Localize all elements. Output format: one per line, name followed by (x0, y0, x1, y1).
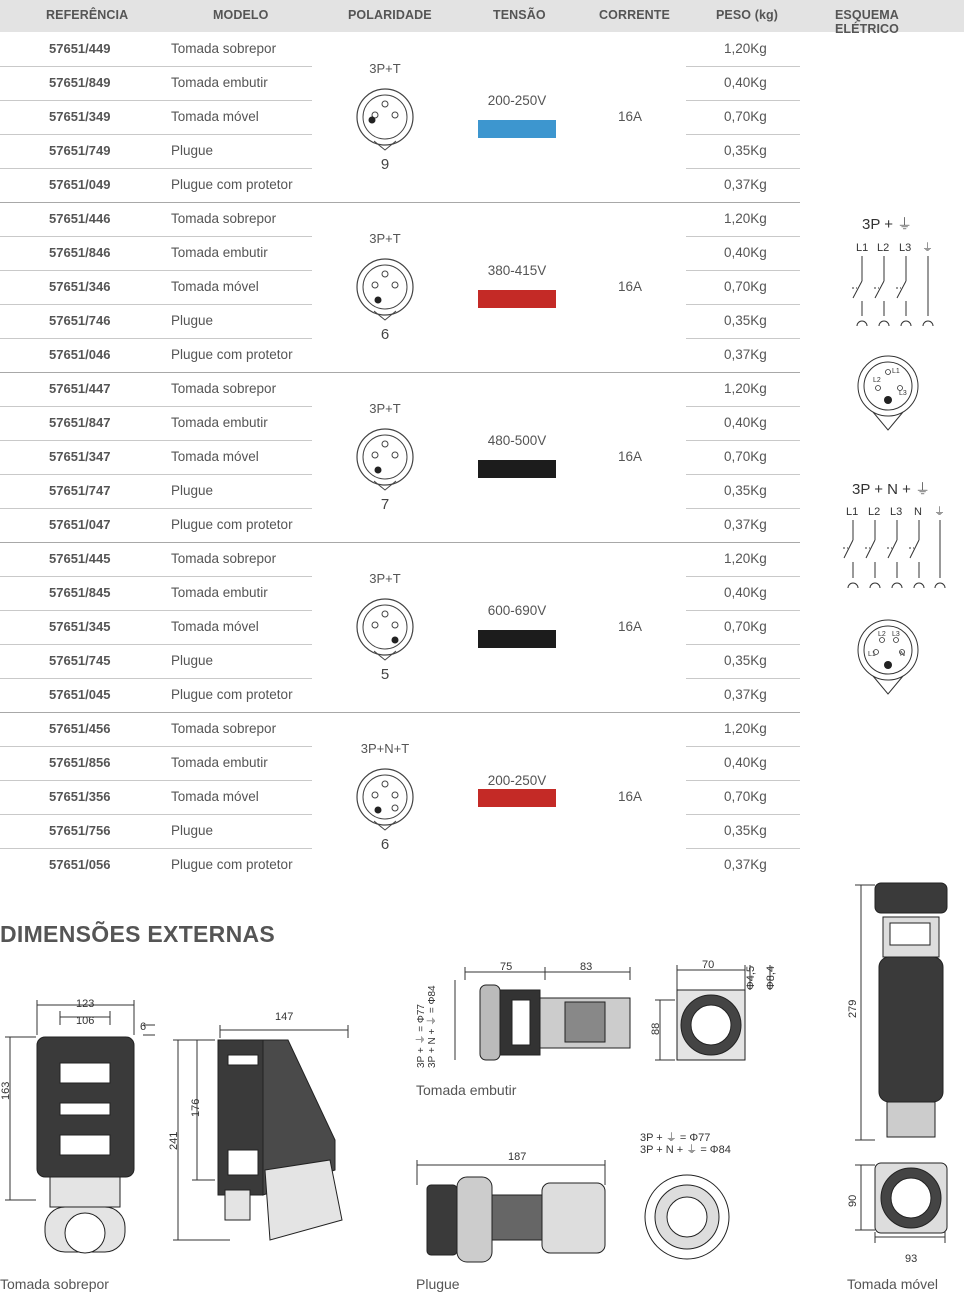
voltage-label: 200-250V (487, 773, 547, 788)
row-reference: 57651/346 (49, 279, 111, 294)
row-divider (0, 814, 312, 815)
row-weight: 0,70Kg (724, 109, 767, 124)
row-reference: 57651/846 (49, 245, 111, 260)
row-weight: 0,37Kg (724, 177, 767, 192)
row-model: Plugue (171, 313, 214, 328)
row-divider (686, 338, 800, 339)
row-divider (686, 610, 800, 611)
header-tensao: TENSÃO (493, 8, 546, 22)
row-divider (686, 746, 800, 747)
header-modelo: MODELO (213, 8, 269, 22)
polarity-label: 3P+N+T (360, 741, 410, 756)
schematic-2-pin-n: N (900, 651, 906, 658)
row-divider (0, 746, 312, 747)
group-divider (0, 372, 800, 373)
dim-plugue-diameter-1: 3P + ⏚ = Φ77 (640, 1132, 711, 1144)
current-label: 16A (617, 449, 643, 464)
schematic-2-label-l1: L1 (846, 506, 859, 518)
row-reference: 57651/345 (49, 619, 111, 634)
row-reference: 57651/347 (49, 449, 111, 464)
voltage-color-bar (478, 290, 556, 308)
row-divider (0, 474, 312, 475)
header-esquema: ESQUEMA ELÉTRICO (835, 8, 899, 36)
row-reference: 57651/447 (49, 381, 111, 396)
dim-sobrepor-height: 163 (0, 1081, 12, 1100)
row-reference: 57651/049 (49, 177, 111, 192)
row-reference: 57651/449 (49, 41, 111, 56)
schematic-2-pin-l1: L1 (868, 651, 876, 658)
current-label: 16A (617, 789, 643, 804)
schematic-2-label-n: N (914, 506, 922, 518)
schematic-1-label-ground: ⏚ (922, 242, 933, 254)
row-divider (686, 406, 800, 407)
row-reference: 57651/746 (49, 313, 111, 328)
row-divider (0, 508, 312, 509)
dim-sobrepor-depth: 6 (140, 1021, 147, 1033)
dim-movel-height-2: 90 (847, 1194, 859, 1207)
schematic-2-pin-l3: L3 (892, 631, 900, 638)
row-divider (686, 236, 800, 237)
row-divider (686, 474, 800, 475)
row-model: Tomada móvel (171, 789, 259, 804)
row-divider (686, 270, 800, 271)
row-divider (0, 440, 312, 441)
row-divider (686, 678, 800, 679)
group-divider (0, 542, 800, 543)
polarity-socket-icon (350, 252, 420, 322)
row-model: Plugue com protetor (171, 517, 293, 532)
row-model: Tomada móvel (171, 449, 259, 464)
dim-plugue-diameter-2: 3P + N + ⏚ = Φ84 (640, 1144, 731, 1156)
dim-movel-width: 93 (905, 1253, 918, 1265)
row-divider (0, 270, 312, 271)
row-divider (0, 644, 312, 645)
dim-sobrepor-side-width: 147 (275, 1011, 294, 1023)
polarity-label: 3P+T (369, 231, 401, 246)
row-divider (686, 644, 800, 645)
row-reference: 57651/847 (49, 415, 111, 430)
row-model: Tomada sobrepor (171, 41, 277, 56)
row-divider (0, 338, 312, 339)
row-divider (686, 508, 800, 509)
row-weight: 0,40Kg (724, 585, 767, 600)
group-divider (0, 712, 800, 713)
header-referencia: REFERÊNCIA (46, 8, 129, 22)
voltage-color-bar (478, 460, 556, 478)
voltage-label: 480-500V (487, 433, 547, 448)
current-label: 16A (617, 279, 643, 294)
voltage-label: 600-690V (487, 603, 547, 618)
polarity-label: 3P+T (369, 571, 401, 586)
row-model: Plugue (171, 483, 214, 498)
caption-sobrepor: Tomada sobrepor (0, 1276, 109, 1292)
schematic-2-diagram (838, 500, 958, 710)
polarity-socket-icon (350, 592, 420, 662)
schematic-2-label-l3: L3 (890, 506, 903, 518)
dimensions-title: DIMENSÕES EXTERNAS (0, 921, 276, 947)
row-reference: 57651/046 (49, 347, 111, 362)
row-weight: 0,70Kg (724, 619, 767, 634)
caption-plugue: Plugue (416, 1276, 460, 1292)
row-model: Plugue com protetor (171, 177, 293, 192)
voltage-color-bar (478, 789, 556, 807)
row-model: Tomada embutir (171, 755, 268, 770)
row-weight: 1,20Kg (724, 551, 767, 566)
row-reference: 57651/747 (49, 483, 111, 498)
schematic-2-label-ground: ⏚ (934, 506, 945, 518)
row-weight: 0,37Kg (724, 857, 767, 872)
drawing-embutir (415, 960, 785, 1070)
row-divider (0, 304, 312, 305)
row-weight: 0,40Kg (724, 415, 767, 430)
row-model: Plugue com protetor (171, 687, 293, 702)
row-divider (0, 134, 312, 135)
table-header (0, 0, 964, 36)
row-reference: 57651/749 (49, 143, 111, 158)
group-divider (0, 202, 800, 203)
row-weight: 0,70Kg (724, 789, 767, 804)
schematic-2-label-l2: L2 (868, 506, 881, 518)
polarity-pin-number: 9 (380, 156, 390, 173)
dim-embutir-front-hole-1: Φ4,5 (745, 965, 757, 990)
row-weight: 0,37Kg (724, 347, 767, 362)
dim-embutir-front-height: 88 (650, 1022, 662, 1035)
dim-embutir-length-2: 83 (580, 961, 593, 973)
row-weight: 0,35Kg (724, 823, 767, 838)
dim-embutir-front-hole-2: Φ8,4 (765, 965, 777, 990)
voltage-label: 200-250V (487, 93, 547, 108)
row-divider (0, 576, 312, 577)
header-peso: PESO (kg) (716, 8, 779, 22)
header-polaridade: POLARIDADE (348, 8, 432, 22)
polarity-label: 3P+T (369, 401, 401, 416)
row-weight: 0,35Kg (724, 653, 767, 668)
polarity-pin-number: 7 (380, 496, 390, 513)
dim-sobrepor-width-outer: 123 (76, 998, 95, 1010)
caption-embutir: Tomada embutir (416, 1082, 517, 1098)
dim-movel-height: 279 (847, 999, 859, 1018)
schematic-1-pin-l2: L2 (873, 377, 881, 384)
row-reference: 57651/047 (49, 517, 111, 532)
schematic-2-title: 3P + N + ⏚ (852, 481, 931, 498)
polarity-pin-number: 5 (380, 666, 390, 683)
schematic-1-label-l1: L1 (856, 242, 869, 254)
row-reference: 57651/745 (49, 653, 111, 668)
row-model: Tomada sobrepor (171, 551, 277, 566)
row-divider (0, 406, 312, 407)
drawing-movel (845, 875, 960, 1255)
polarity-socket-icon (350, 762, 420, 832)
row-model: Tomada móvel (171, 279, 259, 294)
drawing-sobrepor-front (0, 995, 160, 1260)
dim-embutir-length-1: 75 (500, 961, 513, 973)
row-reference: 57651/349 (49, 109, 111, 124)
schematic-1-pin-l3: L3 (899, 390, 907, 397)
row-divider (686, 66, 800, 67)
dim-sobrepor-width-inner: 106 (76, 1015, 95, 1027)
row-divider (686, 304, 800, 305)
row-model: Plugue (171, 823, 214, 838)
row-model: Tomada embutir (171, 415, 268, 430)
row-weight: 0,40Kg (724, 75, 767, 90)
row-divider (686, 100, 800, 101)
row-weight: 0,37Kg (724, 687, 767, 702)
row-divider (0, 780, 312, 781)
voltage-color-bar (478, 630, 556, 648)
row-model: Tomada móvel (171, 109, 259, 124)
row-model: Plugue com protetor (171, 347, 293, 362)
row-divider (0, 66, 312, 67)
row-reference: 57651/456 (49, 721, 111, 736)
row-divider (686, 814, 800, 815)
row-divider (686, 440, 800, 441)
row-weight: 0,35Kg (724, 313, 767, 328)
row-model: Tomada móvel (171, 619, 259, 634)
row-reference: 57651/756 (49, 823, 111, 838)
caption-movel: Tomada móvel (847, 1276, 939, 1292)
schematic-2-pin-l2: L2 (878, 631, 886, 638)
schematic-1-label-l3: L3 (899, 242, 912, 254)
row-reference: 57651/445 (49, 551, 111, 566)
row-divider (686, 780, 800, 781)
dim-plugue-length: 187 (508, 1151, 527, 1163)
row-model: Plugue com protetor (171, 857, 293, 872)
dim-embutir-diameter: 3P + ⏚ = Φ77 3P + N + ⏚ = Φ84 (416, 985, 438, 1068)
row-divider (0, 678, 312, 679)
current-label: 16A (617, 619, 643, 634)
schematic-1-pin-l1: L1 (892, 368, 900, 375)
row-weight: 0,35Kg (724, 483, 767, 498)
row-reference: 57651/856 (49, 755, 111, 770)
row-reference: 57651/849 (49, 75, 111, 90)
row-divider (686, 576, 800, 577)
row-model: Tomada sobrepor (171, 211, 277, 226)
drawing-plugue (415, 1155, 745, 1265)
row-reference: 57651/845 (49, 585, 111, 600)
polarity-pin-number: 6 (380, 836, 390, 853)
row-weight: 1,20Kg (724, 41, 767, 56)
row-weight: 0,70Kg (724, 279, 767, 294)
row-weight: 0,37Kg (724, 517, 767, 532)
row-reference: 57651/356 (49, 789, 111, 804)
row-weight: 0,35Kg (724, 143, 767, 158)
row-divider (686, 134, 800, 135)
row-divider (0, 610, 312, 611)
drawing-sobrepor-side (170, 1010, 350, 1260)
dim-sobrepor-side-height-1: 176 (190, 1098, 202, 1117)
header-corrente: CORRENTE (599, 8, 670, 22)
row-model: Tomada sobrepor (171, 381, 277, 396)
dim-embutir-front-width: 70 (702, 959, 715, 971)
polarity-socket-icon (350, 82, 420, 152)
dim-sobrepor-side-height-2: 241 (168, 1131, 180, 1150)
voltage-color-bar (478, 120, 556, 138)
row-model: Tomada sobrepor (171, 721, 277, 736)
current-label: 16A (617, 109, 643, 124)
row-divider (0, 236, 312, 237)
row-model: Plugue (171, 143, 214, 158)
row-reference: 57651/045 (49, 687, 111, 702)
row-reference: 57651/056 (49, 857, 111, 872)
row-model: Tomada embutir (171, 245, 268, 260)
row-divider (0, 100, 312, 101)
row-weight: 0,40Kg (724, 755, 767, 770)
row-model: Tomada embutir (171, 585, 268, 600)
row-model: Plugue (171, 653, 214, 668)
polarity-socket-icon (350, 422, 420, 492)
polarity-pin-number: 6 (380, 326, 390, 343)
row-weight: 1,20Kg (724, 381, 767, 396)
row-weight: 0,70Kg (724, 449, 767, 464)
row-weight: 1,20Kg (724, 721, 767, 736)
schematic-1-diagram (840, 236, 950, 446)
voltage-label: 380-415V (487, 263, 547, 278)
row-divider (686, 168, 800, 169)
polarity-label: 3P+T (369, 61, 401, 76)
row-divider (686, 848, 800, 849)
schematic-1-title: 3P + ⏚ (862, 216, 913, 233)
row-divider (0, 848, 312, 849)
schematic-1-label-l2: L2 (877, 242, 890, 254)
row-divider (0, 168, 312, 169)
row-reference: 57651/446 (49, 211, 111, 226)
row-weight: 1,20Kg (724, 211, 767, 226)
row-weight: 0,40Kg (724, 245, 767, 260)
row-model: Tomada embutir (171, 75, 268, 90)
